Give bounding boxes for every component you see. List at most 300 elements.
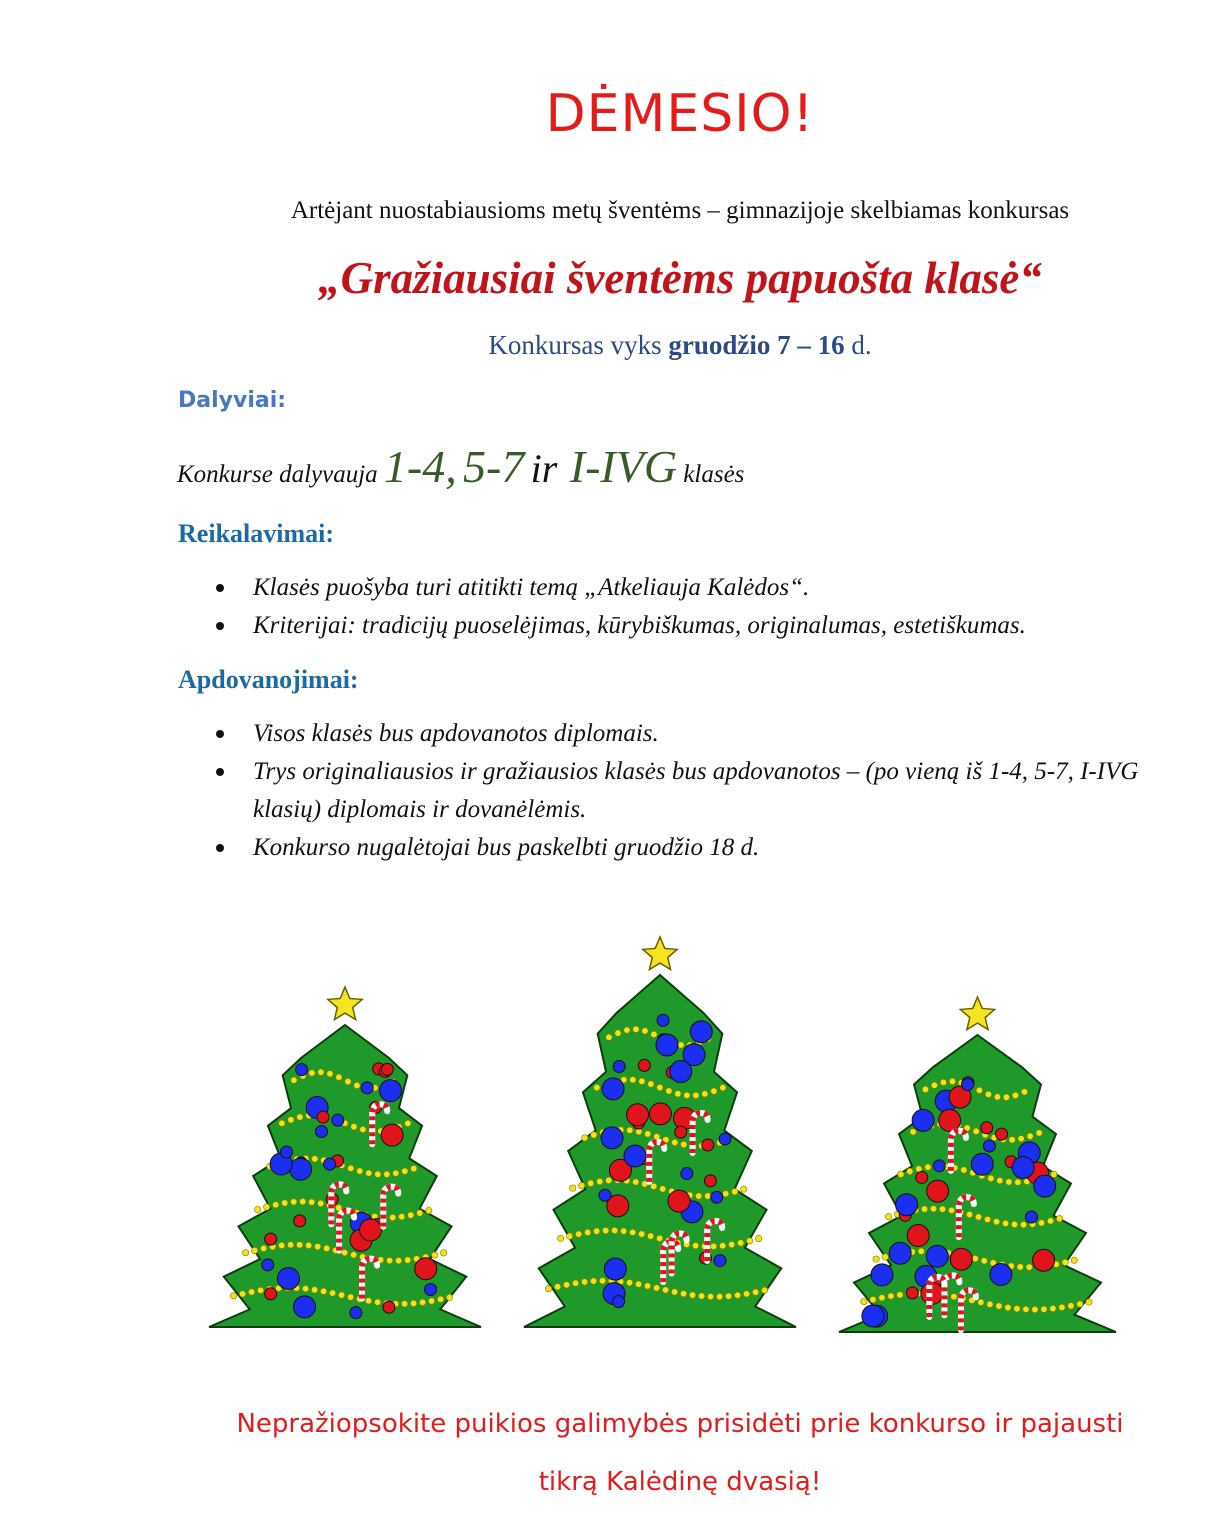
- garland-bead: [702, 1091, 708, 1097]
- garland-bead: [390, 1214, 396, 1220]
- garland-bead: [287, 1242, 293, 1248]
- garland-bead: [651, 1183, 657, 1189]
- garland-bead: [684, 1092, 690, 1098]
- garland-bead: [626, 1279, 632, 1285]
- closing-message: [0, 1395, 1231, 1511]
- ornament: [613, 1060, 625, 1072]
- garland-bead: [300, 1198, 306, 1204]
- ornament: [1025, 1211, 1037, 1223]
- garland-bead: [1041, 1306, 1047, 1312]
- garland-bead: [734, 1292, 740, 1298]
- garland-bead: [282, 1200, 288, 1206]
- garland-bead: [698, 1293, 704, 1299]
- garland-bead: [672, 1139, 678, 1145]
- ornament: [681, 1168, 693, 1180]
- garland-bead: [1020, 1222, 1026, 1228]
- garland-bead: [329, 1290, 335, 1296]
- garland-bead: [627, 1127, 633, 1133]
- garland-bead: [1050, 1305, 1056, 1311]
- garland-bead: [311, 1287, 317, 1293]
- bullet-icon: [216, 622, 224, 630]
- garland-bead: [309, 1070, 315, 1076]
- garland-bead: [752, 1289, 758, 1295]
- ornament: [415, 1258, 437, 1280]
- garland-bead: [633, 1179, 639, 1185]
- bullet-icon: [216, 768, 224, 776]
- page-title: DĖMESIO!: [545, 84, 815, 144]
- garland-bead: [723, 1191, 729, 1197]
- garland-bead: [327, 1071, 333, 1077]
- garland-bead: [693, 1092, 699, 1098]
- garland-bead: [581, 1279, 587, 1285]
- dates-suffix: d.: [851, 330, 872, 360]
- garland-bead: [737, 1240, 743, 1246]
- ornament: [613, 1296, 625, 1308]
- ornament: [602, 1078, 624, 1100]
- garland-bead: [940, 1079, 946, 1085]
- list-item: [178, 829, 1163, 867]
- list-item: [178, 715, 1163, 753]
- garland-bead: [985, 1091, 991, 1097]
- garland-bead: [255, 1206, 261, 1212]
- ornament: [1034, 1175, 1056, 1197]
- garland-bead: [675, 1091, 681, 1097]
- ornament: [670, 1061, 692, 1083]
- garland-bead: [671, 1289, 677, 1295]
- tree-body: [839, 1035, 1116, 1332]
- garland-bead: [1026, 1264, 1032, 1270]
- bullet-icon: [216, 584, 224, 592]
- garland-bead: [570, 1185, 576, 1191]
- garland-bead: [602, 1227, 608, 1233]
- garland-bead: [305, 1242, 311, 1248]
- garland-bead: [651, 1031, 657, 1037]
- award-text: Trys originaliausios ir gražiausios klasės bus apdovanotos – (po vieną iš 1-4, 5-7, I-IVG klasių) diplomais ir dovanėlėmis.: [253, 758, 1139, 823]
- star-icon: [328, 987, 362, 1020]
- garland-bead: [360, 1126, 366, 1132]
- garland-bead: [648, 1081, 654, 1087]
- ornament: [599, 1189, 611, 1201]
- garland-bead: [975, 1214, 981, 1220]
- garland-bead: [741, 1186, 747, 1192]
- ornament: [324, 1158, 336, 1170]
- garland-bead: [248, 1289, 254, 1295]
- garland-bead: [273, 1202, 279, 1208]
- ornament: [425, 1283, 437, 1295]
- garland-bead: [309, 1199, 315, 1205]
- garland-bead: [611, 1227, 617, 1233]
- garland-bead: [710, 1243, 716, 1249]
- star-icon: [960, 997, 994, 1030]
- garland-bead: [1009, 1137, 1015, 1143]
- ornament: [962, 1078, 974, 1090]
- award-text: Konkurso nugalėtojai bus paskelbti gruodžio 18 d.: [253, 834, 760, 861]
- garland-bead: [1021, 1089, 1027, 1095]
- tree-body: [209, 1025, 481, 1327]
- christmas-tree-right: [835, 995, 1120, 1340]
- garland-bead: [393, 1170, 399, 1176]
- garland-bead: [348, 1165, 354, 1171]
- garland-bead: [386, 1257, 392, 1263]
- ornament: [702, 1139, 714, 1151]
- christmas-tree-center: [520, 935, 800, 1335]
- garland-bead: [662, 1287, 668, 1293]
- awards-heading: Apdovanojimai:: [178, 665, 359, 694]
- garland-bead: [993, 1218, 999, 1224]
- garland-bead: [1077, 1301, 1083, 1307]
- garland-bead: [1027, 1133, 1033, 1139]
- award-text: Visos klasės bus apdovanotos diplomais.: [253, 720, 659, 747]
- ornament: [290, 1158, 312, 1180]
- garland-bead: [930, 1206, 936, 1212]
- ornament: [601, 1127, 623, 1149]
- participants-suffix: klasės: [683, 461, 745, 488]
- dates-prefix: Konkursas vyks: [488, 330, 662, 360]
- ornament: [927, 1180, 949, 1202]
- ornament: [907, 1225, 929, 1247]
- garland-bead: [978, 1299, 984, 1305]
- garland-bead: [720, 1084, 726, 1090]
- garland-bead: [395, 1257, 401, 1263]
- ornament: [265, 1233, 277, 1245]
- ornament: [277, 1267, 299, 1289]
- garland-bead: [645, 1131, 651, 1137]
- garland-bead: [588, 1180, 594, 1186]
- garland-bead: [563, 1282, 569, 1288]
- garland-bead: [707, 1293, 713, 1299]
- ornament: [294, 1296, 316, 1318]
- garland-bead: [399, 1214, 405, 1220]
- garland-bead: [318, 1069, 324, 1075]
- garland-bead: [624, 1027, 630, 1033]
- garland-bead: [437, 1296, 443, 1302]
- garland-bead: [642, 1028, 648, 1034]
- ornament: [361, 1082, 373, 1094]
- garland-bead: [656, 1235, 662, 1241]
- ornament: [896, 1194, 918, 1216]
- ornament: [690, 1021, 712, 1043]
- ornament: [360, 1219, 382, 1241]
- garland-bead: [888, 1293, 894, 1299]
- garland-bead: [428, 1298, 434, 1304]
- ornament: [889, 1242, 911, 1264]
- garland-bead: [873, 1256, 879, 1262]
- garland-bead: [949, 1078, 955, 1084]
- garland-bead: [705, 1193, 711, 1199]
- garland-bead: [638, 1231, 644, 1237]
- requirement-text: Klasės puošyba turi atitikti temą „Atkeliauja Kalėdos“.: [253, 574, 810, 601]
- ornament: [704, 1175, 716, 1187]
- garland-bead: [374, 1299, 380, 1305]
- garland-bead: [554, 1284, 560, 1290]
- garland-bead: [996, 1303, 1002, 1309]
- garland-bead: [692, 1242, 698, 1248]
- garland-bead: [696, 1193, 702, 1199]
- garland-bead: [1017, 1264, 1023, 1270]
- garland-bead: [961, 1167, 967, 1173]
- contest-name: „Gražiausiai šventėms papuošta klasė“: [318, 253, 1042, 303]
- garland-bead: [314, 1243, 320, 1249]
- garland-bead: [629, 1229, 635, 1235]
- garland-bead: [572, 1280, 578, 1286]
- requirements-list: [178, 569, 1163, 645]
- ornament: [990, 1264, 1012, 1286]
- garland-bead: [879, 1295, 885, 1301]
- garland-bead: [666, 1088, 672, 1094]
- garland-bead: [918, 1248, 924, 1254]
- garland-bead: [984, 1216, 990, 1222]
- garland-bead: [1023, 1306, 1029, 1312]
- participants-group-2: 5-7: [463, 441, 525, 492]
- garland-bead: [320, 1288, 326, 1294]
- garland-bead: [384, 1171, 390, 1177]
- ornament: [668, 1190, 690, 1212]
- dates-range: gruodžio 7 – 16: [668, 330, 845, 360]
- garland-bead: [582, 1135, 588, 1141]
- garland-bead: [405, 1120, 411, 1126]
- garland-bead: [1051, 1171, 1057, 1177]
- ornament: [265, 1288, 277, 1300]
- bullet-icon: [216, 844, 224, 852]
- garland-bead: [1068, 1303, 1074, 1309]
- garland-bead: [264, 1204, 270, 1210]
- ornament: [906, 1287, 918, 1299]
- garland-bead: [318, 1200, 324, 1206]
- garland-bead: [417, 1210, 423, 1216]
- ornament: [983, 1140, 995, 1152]
- garland-bead: [291, 1077, 297, 1083]
- garland-bead: [260, 1245, 266, 1251]
- participants-group-3: I-IVG: [569, 441, 678, 492]
- ornament: [971, 1153, 993, 1175]
- garland-bead: [1047, 1218, 1053, 1224]
- garland-bead: [1071, 1257, 1077, 1263]
- garland-bead: [997, 1177, 1003, 1183]
- garland-bead: [1005, 1304, 1011, 1310]
- garland-bead: [366, 1170, 372, 1176]
- garland-bead: [725, 1293, 731, 1299]
- ornament: [916, 1171, 928, 1183]
- garland-bead: [1003, 1094, 1009, 1100]
- garland-bead: [590, 1278, 596, 1284]
- garland-bead: [357, 1168, 363, 1174]
- garland-bead: [644, 1283, 650, 1289]
- garland-bead: [230, 1293, 236, 1299]
- bullet-icon: [216, 730, 224, 738]
- garland-bead: [257, 1287, 263, 1293]
- garland-bead: [1006, 1179, 1012, 1185]
- garland-bead: [584, 1229, 590, 1235]
- garland-bead: [597, 1178, 603, 1184]
- garland-bead: [296, 1242, 302, 1248]
- garland-bead: [716, 1293, 722, 1299]
- list-item: [178, 569, 1163, 607]
- garland-bead: [575, 1231, 581, 1237]
- garland-bead: [351, 1123, 357, 1129]
- garland-bead: [678, 1042, 684, 1048]
- garland-bead: [594, 1084, 600, 1090]
- ornament: [316, 1125, 328, 1137]
- garland-bead: [657, 1084, 663, 1090]
- garland-bead: [338, 1292, 344, 1298]
- garland-bead: [988, 1175, 994, 1181]
- garland-bead: [446, 1294, 452, 1300]
- garland-bead: [973, 1128, 979, 1134]
- garland-bead: [323, 1245, 329, 1251]
- awards-list: [178, 715, 1163, 867]
- garland-bead: [347, 1294, 353, 1300]
- garland-bead: [1059, 1304, 1065, 1310]
- garland-bead: [278, 1242, 284, 1248]
- ornament: [1033, 1249, 1055, 1271]
- garland-bead: [885, 1214, 891, 1220]
- ornament: [719, 1133, 731, 1145]
- garland-bead: [635, 1281, 641, 1287]
- garland-bead: [660, 1186, 666, 1192]
- ornament: [981, 1122, 993, 1134]
- ornament: [381, 1063, 393, 1075]
- garland-bead: [545, 1286, 551, 1292]
- garland-bead: [440, 1250, 446, 1256]
- requirement-text: Kriterijai: tradicijų puoselėjimas, kūrybiškumas, originalumas, estetiškumas.: [253, 612, 1026, 639]
- ornament: [294, 1215, 306, 1227]
- ornament: [1012, 1156, 1034, 1178]
- garland-bead: [931, 1082, 937, 1088]
- garland-bead: [680, 1290, 686, 1296]
- ornament: [332, 1114, 344, 1126]
- garland-bead: [761, 1287, 767, 1293]
- garland-bead: [591, 1132, 597, 1138]
- tree-illustration: [520, 935, 800, 1335]
- garland-bead: [922, 1086, 928, 1092]
- garland-bead: [1038, 1220, 1044, 1226]
- garland-bead: [972, 1255, 978, 1261]
- garland-bead: [1062, 1259, 1068, 1265]
- garland-bead: [1018, 1135, 1024, 1141]
- garland-bead: [1012, 1092, 1018, 1098]
- garland-bead: [925, 1164, 931, 1170]
- garland-bead: [907, 1168, 913, 1174]
- garland-bead: [579, 1182, 585, 1188]
- garland-bead: [981, 1258, 987, 1264]
- ornament: [262, 1259, 274, 1271]
- contest-dates: [0, 330, 1231, 361]
- ornament: [296, 1064, 308, 1076]
- garland-bead: [599, 1278, 605, 1284]
- garland-bead: [557, 1235, 563, 1241]
- garland-bead: [910, 1129, 916, 1135]
- ornament: [380, 1080, 402, 1102]
- garland-bead: [861, 1298, 867, 1304]
- garland-bead: [302, 1285, 308, 1291]
- requirements-heading: Reikalavimai:: [178, 519, 334, 548]
- garland-bead: [566, 1233, 572, 1239]
- ornament: [675, 1126, 687, 1138]
- garland-bead: [402, 1168, 408, 1174]
- garland-bead: [375, 1171, 381, 1177]
- garland-bead: [755, 1235, 761, 1241]
- garland-bead: [606, 1177, 612, 1183]
- garland-bead: [288, 1117, 294, 1123]
- garland-bead: [681, 1141, 687, 1147]
- ornament: [933, 1160, 945, 1172]
- list-item: [178, 753, 1163, 829]
- garland-bead: [647, 1233, 653, 1239]
- garland-bead: [242, 1250, 248, 1256]
- garland-bead: [994, 1094, 1000, 1100]
- garland-bead: [951, 1294, 957, 1300]
- garland-bead: [350, 1252, 356, 1258]
- garland-bead: [426, 1207, 432, 1213]
- garland-bead: [1086, 1299, 1092, 1305]
- garland-bead: [1011, 1221, 1017, 1227]
- garland-bead: [297, 1114, 303, 1120]
- intro-text: Artėjant nuostabiausioms metų šventėms – gimnazijoje skelbiamas konkursas: [290, 197, 1070, 224]
- participants-conj: ir: [530, 446, 558, 491]
- ornament: [638, 1059, 650, 1071]
- garland-bead: [711, 1088, 717, 1094]
- garland-bead: [239, 1291, 245, 1297]
- ornament: [627, 1104, 649, 1126]
- ornament: [996, 1128, 1008, 1140]
- garland-bead: [408, 1212, 414, 1218]
- garland-bead: [966, 1211, 972, 1217]
- garland-bead: [728, 1241, 734, 1247]
- garland-bead: [1032, 1306, 1038, 1312]
- tree-illustration: [835, 995, 1120, 1340]
- garland-bead: [410, 1300, 416, 1306]
- garland-bead: [939, 1206, 945, 1212]
- list-item: [178, 607, 1163, 645]
- ornament: [624, 1145, 646, 1167]
- tree-illustration: [205, 985, 485, 1335]
- garland-bead: [976, 1087, 982, 1093]
- participants-group-1: 1-4,: [383, 441, 457, 492]
- garland-bead: [404, 1257, 410, 1263]
- garland-bead: [639, 1078, 645, 1084]
- garland-bead: [251, 1247, 257, 1253]
- participants-line: [177, 440, 744, 493]
- garland-bead: [279, 1120, 285, 1126]
- garland-bead: [1002, 1220, 1008, 1226]
- garland-bead: [689, 1292, 695, 1298]
- ornament: [926, 1245, 948, 1267]
- garland-bead: [341, 1249, 347, 1255]
- ornament: [656, 1034, 678, 1056]
- garland-bead: [921, 1206, 927, 1212]
- ornament: [383, 1301, 395, 1313]
- garland-bead: [419, 1299, 425, 1305]
- participants-prefix: Konkurse dalyvauja: [177, 461, 378, 488]
- christmas-tree-left: [205, 985, 485, 1335]
- garland-bead: [411, 1165, 417, 1171]
- garland-bead: [633, 1026, 639, 1032]
- garland-bead: [743, 1291, 749, 1297]
- garland-bead: [291, 1199, 297, 1205]
- garland-bead: [897, 1292, 903, 1298]
- garland-bead: [365, 1298, 371, 1304]
- garland-bead: [345, 1078, 351, 1084]
- ornament: [657, 1014, 669, 1026]
- garland-bead: [870, 1296, 876, 1302]
- garland-bead: [336, 1074, 342, 1080]
- ornament: [714, 1255, 726, 1267]
- ornament: [950, 1248, 972, 1270]
- ornament: [871, 1264, 893, 1286]
- garland-bead: [1036, 1130, 1042, 1136]
- ornament: [912, 1109, 934, 1131]
- ornament: [604, 1258, 626, 1280]
